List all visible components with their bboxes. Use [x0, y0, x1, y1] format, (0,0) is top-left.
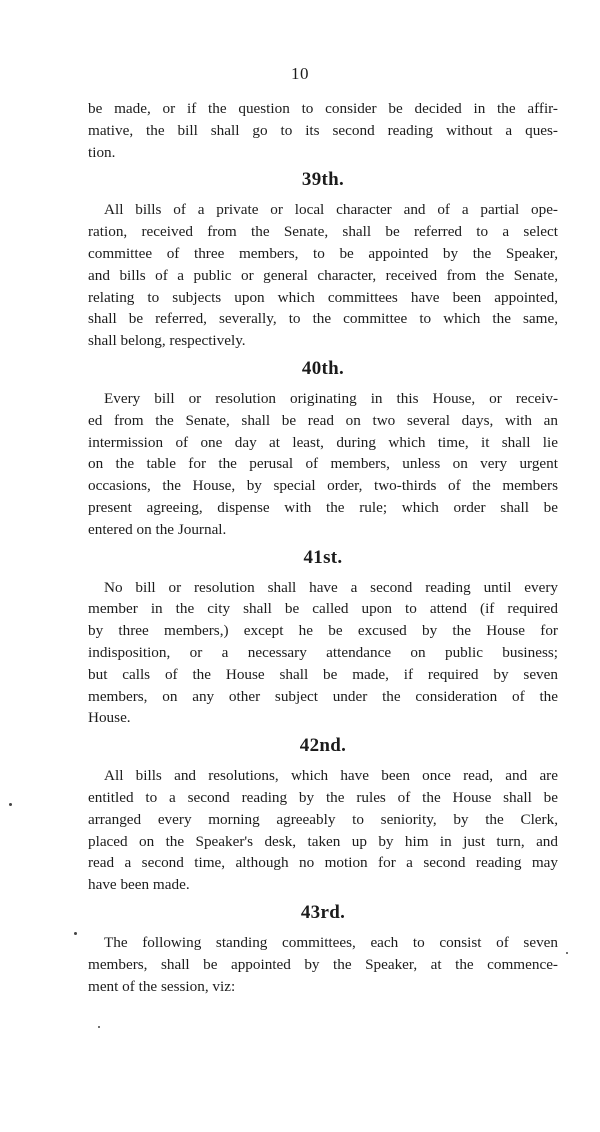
text-line: member in the city shall be called upon to attend (if required — [88, 600, 558, 618]
text-line: read a second time, although no motion for a second reading may — [88, 854, 558, 872]
text-line: All bills of a private or local character and of a partial ope- — [104, 201, 558, 219]
text-line: entered on the Journal. — [88, 520, 227, 538]
text-line: and bills of a public or general character, received from the Senate, — [88, 266, 558, 284]
text-line: committee of three members, to be appointed by the Speaker, — [88, 244, 558, 262]
text-line: shall belong, respectively. — [88, 332, 246, 350]
text-line: entitled to a second reading by the rules of the House shall be — [88, 788, 558, 806]
text-line: but calls of the House shall be made, if required by seven — [88, 665, 558, 683]
page-number: 10 — [291, 64, 309, 83]
text-line: Every bill or resolution originating in this House, or receiv- — [104, 389, 558, 407]
text-line: by three members,) except he be excused by the House for — [88, 622, 558, 640]
text-line: mative, the bill shall go to its second reading without a ques- — [88, 121, 558, 139]
rule-paragraph — [88, 932, 558, 997]
rule-paragraph — [88, 199, 558, 352]
text-line: All bills and resolutions, which have been once read, and are — [104, 767, 558, 785]
text-line: The following standing committees, each to consist of seven — [104, 933, 558, 951]
rule-paragraph — [88, 765, 558, 896]
text-line: intermission of one day at least, during which time, it shall lie — [88, 433, 558, 451]
text-line: on the table for the perusal of members, unless on very urgent — [88, 455, 558, 473]
text-line: occasions, the House, by special order, two-thirds of the members — [88, 477, 558, 495]
rule-heading: 41st. — [303, 546, 343, 568]
rule-heading: 43rd. — [300, 901, 346, 923]
text-line: ration, received from the Senate, shall be referred to a select — [88, 223, 558, 241]
rule-paragraph — [88, 577, 558, 730]
text-line: present agreeing, dispense with the rule; which order shall be — [88, 498, 558, 516]
print-speck — [9, 803, 12, 806]
rule-paragraph — [88, 388, 558, 541]
print-speck — [566, 952, 568, 954]
print-speck — [74, 932, 77, 935]
text-line: members, shall be appointed by the Speaker, at the commence- — [88, 955, 558, 973]
text-line: placed on the Speaker's desk, taken up by him in just turn, and — [88, 832, 558, 850]
text-line: tion. — [88, 143, 116, 161]
text-line: have been made. — [88, 876, 190, 894]
text-line: be made, or if the question to consider be decided in the affir- — [88, 100, 558, 117]
rule-heading: 39th. — [301, 169, 345, 191]
continued-paragraph — [88, 98, 558, 163]
text-line: shall be referred, severally, to the committee to which the same, — [88, 310, 558, 328]
text-line: ment of the session, viz: — [88, 977, 236, 995]
text-line: indisposition, or a necessary attendance on public business; — [88, 643, 558, 661]
rule-heading: 40th. — [301, 357, 345, 379]
print-speck — [98, 1026, 100, 1028]
text-line: ed from the Senate, shall be read on two several days, with an — [88, 411, 558, 429]
text-line: arranged every morning agreeably to seniority, by the Clerk, — [88, 810, 558, 828]
rules-text — [88, 98, 558, 997]
text-line: relating to subjects upon which committees have been appointed, — [88, 288, 558, 306]
text-line: members, on any other subject under the consideration of the — [88, 687, 558, 705]
text-line: House. — [88, 709, 131, 727]
rule-heading: 42nd. — [299, 735, 347, 757]
text-line: No bill or resolution shall have a second reading until every — [104, 578, 558, 596]
